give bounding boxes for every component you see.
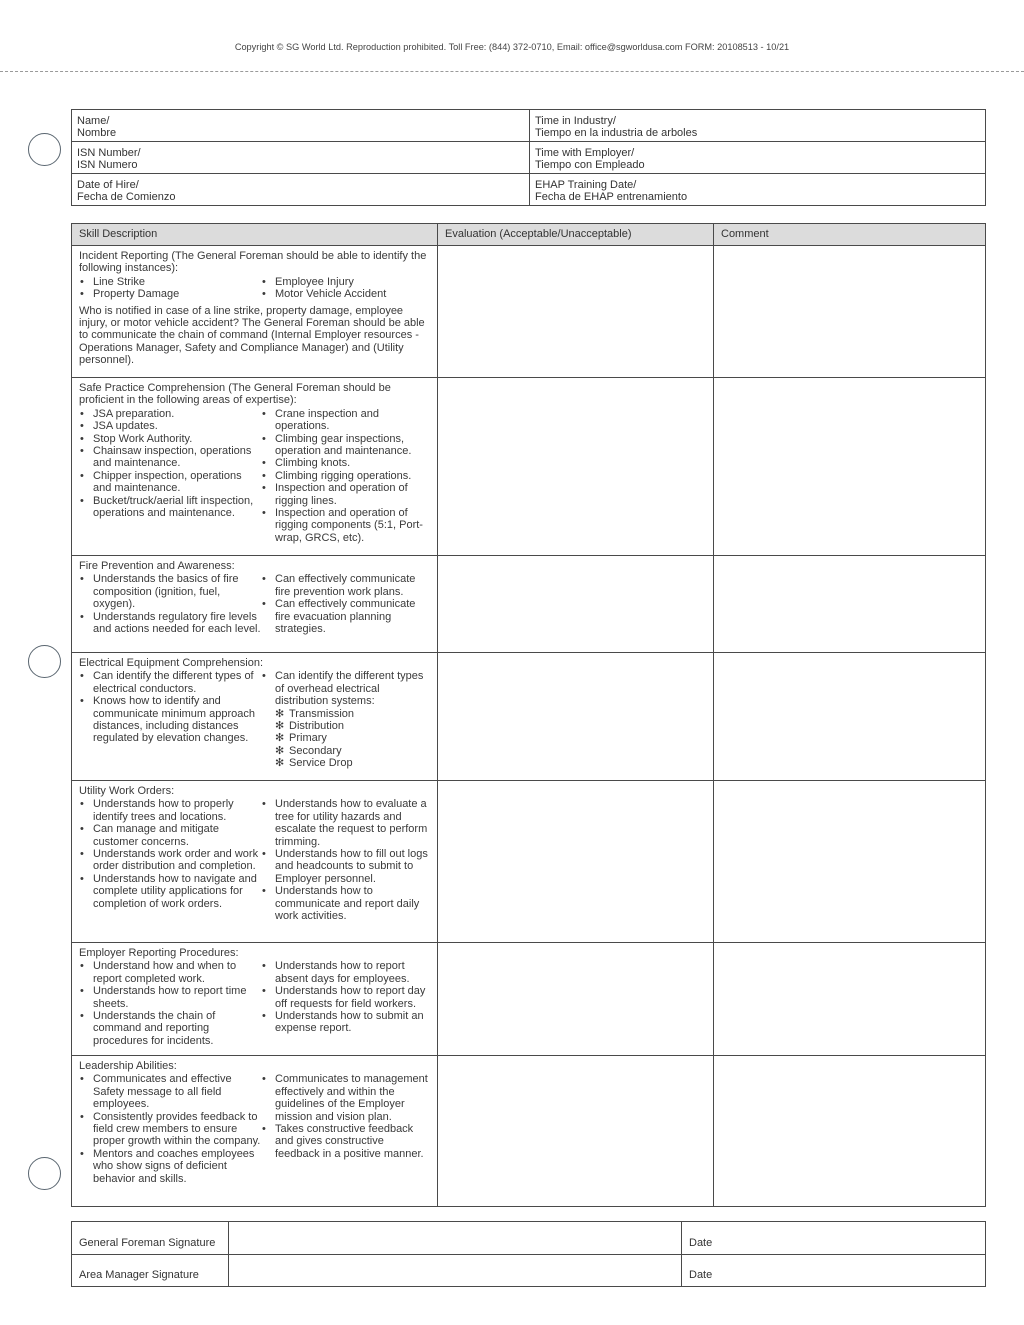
bullet-list	[79, 573, 261, 635]
bullet-list	[79, 1073, 261, 1185]
bullet-column-right	[261, 1073, 431, 1185]
bullet-icon: •	[80, 573, 84, 586]
field-label: Time with Employer/	[535, 147, 635, 159]
list-item-text: Understands how to navigate and complete utility applications for completion of work orders.	[93, 872, 257, 910]
list-item-text: Climbing rigging operations.	[275, 469, 412, 482]
sub-list-item	[275, 757, 431, 769]
bullet-list	[261, 798, 431, 922]
field-label-es: ISN Numero	[77, 159, 138, 172]
info-row	[72, 174, 986, 206]
skill-description-cell	[72, 943, 438, 1056]
comment-input-cell[interactable]	[714, 246, 986, 378]
list-item-text: Stop Work Authority.	[93, 432, 193, 445]
field-label: EHAP Training Date/	[535, 179, 637, 191]
bullet-icon: •	[262, 1073, 266, 1086]
list-item-text: Can effectively communicate fire evacuation planning strategies.	[275, 598, 416, 636]
comment-input-cell[interactable]	[714, 943, 986, 1056]
sub-list-item	[275, 708, 431, 720]
skill-bullet-columns	[79, 798, 431, 922]
list-item	[261, 470, 431, 482]
field-label-es: Tiempo con Empleado	[535, 159, 645, 172]
asterisk-bullet-icon: ✻	[275, 732, 285, 745]
skill-title: Electrical Equipment Comprehension:	[79, 657, 264, 669]
info-row	[72, 142, 986, 174]
bullet-icon: •	[80, 1147, 84, 1160]
list-item	[261, 598, 431, 635]
list-item	[261, 670, 431, 707]
list-item	[79, 611, 261, 636]
list-item	[261, 848, 431, 885]
skill-title: Utility Work Orders:	[79, 785, 175, 797]
bullet-list	[261, 1073, 431, 1160]
bullet-icon: •	[262, 1010, 266, 1023]
list-item	[79, 670, 261, 695]
bullet-icon: •	[80, 445, 84, 458]
skill-description-cell	[72, 653, 438, 781]
bullet-column-left	[79, 798, 261, 922]
list-item-text: Motor Vehicle Accident	[275, 288, 387, 301]
skill-description-cell	[72, 378, 438, 556]
list-item-text: Understand how and when to report completed work.	[93, 960, 237, 985]
list-item-text: Chipper inspection, operations and maintenance.	[93, 469, 242, 495]
list-item	[79, 276, 261, 288]
skill-description-cell	[72, 556, 438, 653]
list-item-text: Can effectively communicate fire prevention work plans.	[275, 573, 416, 598]
list-item	[79, 573, 261, 610]
general-foreman-signature-field[interactable]	[229, 1222, 682, 1255]
skill-row	[72, 781, 986, 943]
skill-title: Fire Prevention and Awareness:	[79, 560, 235, 572]
bullet-icon: •	[80, 432, 84, 445]
comment-input-cell[interactable]	[714, 653, 986, 781]
list-item	[79, 288, 261, 300]
bullet-column-right	[261, 798, 431, 922]
list-item-text: Climbing gear inspections, operation and maintenance.	[275, 432, 412, 458]
bullet-list	[261, 276, 431, 301]
field-label: Time in Industry/	[535, 115, 616, 127]
list-item	[79, 695, 261, 745]
list-item	[79, 985, 261, 1010]
bullet-icon: •	[262, 885, 266, 898]
skill-title: Leadership Abilities:	[79, 1060, 177, 1072]
list-item-text: Takes constructive feedback and gives constructive feedback in a positive manner.	[275, 1123, 424, 1160]
list-item	[261, 288, 431, 300]
signature-row	[72, 1254, 986, 1287]
field-label: Name/	[77, 115, 110, 127]
bullet-list	[261, 670, 431, 707]
bullet-list	[261, 960, 431, 1034]
bullet-column-left	[79, 1073, 261, 1185]
sub-list-item-text: Secondary	[289, 744, 342, 757]
field-label: ISN Number/	[77, 147, 141, 159]
evaluation-input-cell[interactable]	[438, 653, 714, 781]
bullet-icon: •	[262, 985, 266, 998]
sub-list-item	[275, 720, 431, 732]
bullet-icon: •	[80, 275, 84, 288]
skill-note: Who is notified in case of a line strike, property damage, employee injury, or motor vehicle accident? The General Foreman should be able to communicate the chain of command (Internal Employer resources - Operations Manager, Safety and Compliance Manager) and (Utility personnel).	[79, 304, 425, 367]
list-item	[261, 433, 431, 458]
list-item-text: Understands work order and work order distribution and completion.	[93, 848, 259, 873]
bullet-icon: •	[80, 420, 84, 433]
comment-input-cell[interactable]	[714, 781, 986, 943]
bullet-icon: •	[80, 494, 84, 507]
list-item	[79, 1010, 261, 1047]
info-row	[72, 110, 986, 142]
sub-list-item-text: Service Drop	[289, 757, 353, 770]
bullet-icon: •	[80, 872, 84, 885]
list-item-text: Inspection and operation of rigging components (5:1, Port-wrap, GRCS, etc).	[275, 507, 423, 544]
list-item	[261, 798, 431, 848]
area-manager-date-field[interactable]: Date	[682, 1254, 986, 1287]
list-item-text: Climbing knots.	[275, 457, 351, 470]
list-item-text: Understands how to communicate and report daily work activities.	[275, 885, 420, 923]
bullet-icon: •	[80, 1110, 84, 1123]
list-item-text: Understands how to properly identify trees and locations.	[93, 798, 234, 823]
bullet-column-left	[79, 670, 261, 769]
evaluation-input-cell[interactable]	[438, 556, 714, 653]
column-header-evaluation: Evaluation (Acceptable/Unacceptable)	[438, 224, 714, 246]
list-item-text: Chainsaw inspection, operations and maintenance.	[93, 445, 252, 470]
hole-punch-circle-icon	[28, 1157, 61, 1190]
list-item-text: Understands how to evaluate a tree for utility hazards and escalate the request to perform trimming.	[275, 798, 428, 848]
bullet-icon: •	[262, 482, 266, 495]
list-item-text: Understands the basics of fire composition (ignition, fuel, oxygen).	[93, 573, 239, 611]
list-item	[261, 1073, 431, 1123]
date-of-hire-field[interactable]	[72, 174, 530, 206]
bullet-icon: •	[262, 798, 266, 811]
signature-row	[72, 1222, 986, 1255]
skill-bullet-columns	[79, 408, 431, 544]
asterisk-bullet-icon: ✻	[275, 744, 285, 757]
bullet-icon: •	[262, 275, 266, 288]
skill-bullet-columns	[79, 1073, 431, 1185]
name-field[interactable]	[72, 110, 530, 142]
list-item	[261, 1123, 431, 1160]
skill-description-cell	[72, 1056, 438, 1207]
list-item-text: Communicates and effective Safety message to all field employees.	[93, 1073, 232, 1111]
skill-description-cell	[72, 246, 438, 378]
bullet-icon: •	[80, 670, 84, 683]
employee-info-table	[71, 109, 986, 206]
list-item	[79, 960, 261, 985]
bullet-column-right	[261, 573, 431, 635]
bullet-icon: •	[262, 469, 266, 482]
area-manager-signature-field[interactable]	[229, 1254, 682, 1287]
list-item-text: Property Damage	[93, 288, 180, 301]
general-foreman-date-field[interactable]: Date	[682, 1222, 986, 1255]
signature-table	[71, 1221, 986, 1287]
asterisk-bullet-icon: ✻	[275, 707, 285, 720]
bullet-column-left	[79, 960, 261, 1047]
hole-punch-circle-icon	[28, 645, 61, 678]
sub-list-item	[275, 732, 431, 744]
bullet-icon: •	[262, 573, 266, 586]
bullet-list	[261, 408, 431, 544]
list-item	[261, 985, 431, 1010]
field-label-es: Fecha de Comienzo	[77, 191, 176, 204]
list-item-text: Understands regulatory fire levels and actions needed for each level.	[93, 610, 261, 636]
skills-evaluation-table	[71, 223, 986, 1207]
skill-row	[72, 246, 986, 378]
comment-input-cell[interactable]	[714, 556, 986, 653]
list-item-text: Understands how to report day off requests for field workers.	[275, 985, 426, 1010]
list-item	[79, 873, 261, 910]
bullet-column-right	[261, 670, 431, 769]
list-item-text: Crane inspection and operations.	[275, 407, 379, 433]
sub-list-item-text: Transmission	[289, 707, 354, 720]
signature-label: Area Manager Signature	[72, 1254, 229, 1287]
bullet-column-left	[79, 408, 261, 544]
bullet-list	[261, 573, 431, 635]
asterisk-bullet-icon: ✻	[275, 720, 285, 733]
list-item	[79, 470, 261, 495]
skill-row	[72, 653, 986, 781]
list-item	[79, 1073, 261, 1110]
list-item-text: Bucket/truck/aerial lift inspection, operations and maintenance.	[93, 494, 254, 520]
list-item	[79, 445, 261, 470]
skill-bullet-columns	[79, 276, 431, 301]
hole-punch-circle-icon	[28, 133, 61, 166]
list-item-text: Mentors and coaches employees who show signs of deficient behavior and skills.	[93, 1147, 255, 1185]
evaluation-input-cell[interactable]	[438, 781, 714, 943]
list-item	[261, 1010, 431, 1035]
bullet-icon: •	[262, 507, 266, 520]
list-item-text: JSA preparation.	[93, 407, 175, 420]
evaluation-input-cell[interactable]	[438, 1056, 714, 1207]
list-item	[261, 457, 431, 469]
bullet-column-right	[261, 276, 431, 301]
list-item-text: Understands how to report time sheets.	[93, 985, 247, 1010]
list-item-text: Consistently provides feedback to field crew members to ensure proper growth within the company.	[93, 1110, 261, 1148]
list-item	[261, 507, 431, 544]
skill-title: Safe Practice Comprehension (The General Foreman should be proficient in the following areas of expertise):	[79, 382, 391, 407]
skill-title: Employer Reporting Procedures:	[79, 947, 239, 959]
skill-bullet-columns	[79, 670, 431, 769]
comment-input-cell[interactable]	[714, 378, 986, 556]
skill-row	[72, 1056, 986, 1207]
field-label: Date of Hire/	[77, 179, 139, 191]
list-item	[79, 798, 261, 823]
field-label-es: Nombre	[77, 127, 117, 140]
bullet-list	[79, 798, 261, 910]
isn-number-field[interactable]	[72, 142, 530, 174]
skill-description-cell	[72, 781, 438, 943]
bullet-icon: •	[262, 848, 266, 861]
sub-list-item	[275, 745, 431, 757]
list-item-text: JSA updates.	[93, 420, 158, 433]
list-item-text: Inspection and operation of rigging lines.	[275, 482, 408, 507]
sub-list-item-text: Primary	[289, 732, 327, 745]
list-item	[261, 960, 431, 985]
bullet-icon: •	[80, 1010, 84, 1023]
list-item-text: Communicates to management effectively and within the guidelines of the Employer mission and vision plan.	[275, 1073, 428, 1123]
sub-list	[261, 708, 431, 770]
bullet-icon: •	[262, 1123, 266, 1136]
list-item	[261, 885, 431, 922]
evaluation-input-cell[interactable]	[438, 246, 714, 378]
bullet-icon: •	[80, 823, 84, 836]
bullet-list	[79, 276, 261, 301]
list-item-text: Understands how to submit an expense report.	[275, 1010, 424, 1035]
bullet-list	[79, 408, 261, 520]
list-item	[79, 433, 261, 445]
field-label-es: Fecha de EHAP entrenamiento	[535, 191, 688, 204]
list-item-text: Employee Injury	[275, 275, 354, 288]
bullet-list	[79, 670, 261, 744]
list-item	[79, 823, 261, 848]
skill-title: Incident Reporting (The General Foreman should be able to identify the following instances):	[79, 250, 427, 275]
bullet-icon: •	[80, 469, 84, 482]
bullet-icon: •	[80, 610, 84, 623]
list-item-text: Understands how to fill out logs and headcounts to submit to Employer personnel.	[275, 848, 428, 885]
bullet-icon: •	[80, 1073, 84, 1086]
evaluation-input-cell[interactable]	[438, 943, 714, 1056]
bullet-column-right	[261, 408, 431, 544]
skill-bullet-columns	[79, 573, 431, 635]
list-item-text: Knows how to identify and communicate minimum approach distances, including distances regulated by elevation changes.	[93, 695, 256, 745]
bullet-column-left	[79, 276, 261, 301]
bullet-icon: •	[80, 985, 84, 998]
list-item-text: Understands the chain of command and reporting procedures for incidents.	[93, 1010, 216, 1047]
bullet-icon: •	[262, 407, 266, 420]
list-item-text: Can identify the different types of electrical conductors.	[93, 670, 254, 695]
bullet-icon: •	[80, 848, 84, 861]
list-item-text: Can identify the different types of overhead electrical distribution systems:	[275, 670, 424, 708]
bullet-icon: •	[80, 695, 84, 708]
ehap-training-date-field[interactable]	[530, 174, 986, 206]
column-header-comment: Comment	[714, 224, 986, 246]
table-header-row	[72, 224, 986, 246]
bullet-icon: •	[80, 288, 84, 301]
list-item-text: Line Strike	[93, 275, 145, 288]
list-item	[79, 420, 261, 432]
bullet-icon: •	[80, 407, 84, 420]
column-header-skill-description: Skill Description	[72, 224, 438, 246]
sub-list-item-text: Distribution	[289, 720, 345, 733]
bullet-icon: •	[262, 960, 266, 973]
time-in-industry-field[interactable]	[530, 110, 986, 142]
list-item	[261, 408, 431, 433]
copyright-notice: Copyright © SG World Ltd. Reproduction prohibited. Toll Free: (844) 372-0710, Email: office@sgworldusa.com FORM: 20108513 - 10/21	[234, 42, 790, 52]
skill-row	[72, 378, 986, 556]
list-item	[261, 276, 431, 288]
list-item-text: Can manage and mitigate customer concerns.	[93, 823, 219, 848]
bullet-list	[79, 960, 261, 1047]
bullet-icon: •	[262, 598, 266, 611]
bullet-icon: •	[262, 457, 266, 470]
bullet-icon: •	[262, 670, 266, 683]
list-item-text: Understands how to report absent days for employees.	[275, 960, 410, 985]
list-item	[79, 495, 261, 520]
bullet-icon: •	[80, 960, 84, 973]
list-item	[79, 1148, 261, 1185]
bullet-column-right	[261, 960, 431, 1047]
time-with-employer-field[interactable]	[530, 142, 986, 174]
field-label-es: Tiempo en la industria de arboles	[535, 127, 698, 140]
list-item	[79, 1111, 261, 1148]
skill-row	[72, 943, 986, 1056]
list-item	[261, 482, 431, 507]
bullet-icon: •	[262, 288, 266, 301]
signature-label: General Foreman Signature	[72, 1222, 229, 1255]
bullet-icon: •	[80, 798, 84, 811]
list-item	[79, 848, 261, 873]
bullet-icon: •	[262, 432, 266, 445]
evaluation-input-cell[interactable]	[438, 378, 714, 556]
list-item	[79, 408, 261, 420]
skill-bullet-columns	[79, 960, 431, 1047]
comment-input-cell[interactable]	[714, 1056, 986, 1207]
list-item	[261, 573, 431, 598]
bullet-column-left	[79, 573, 261, 635]
skill-row	[72, 556, 986, 653]
asterisk-bullet-icon: ✻	[275, 757, 285, 770]
dashed-cut-line	[0, 71, 1024, 72]
